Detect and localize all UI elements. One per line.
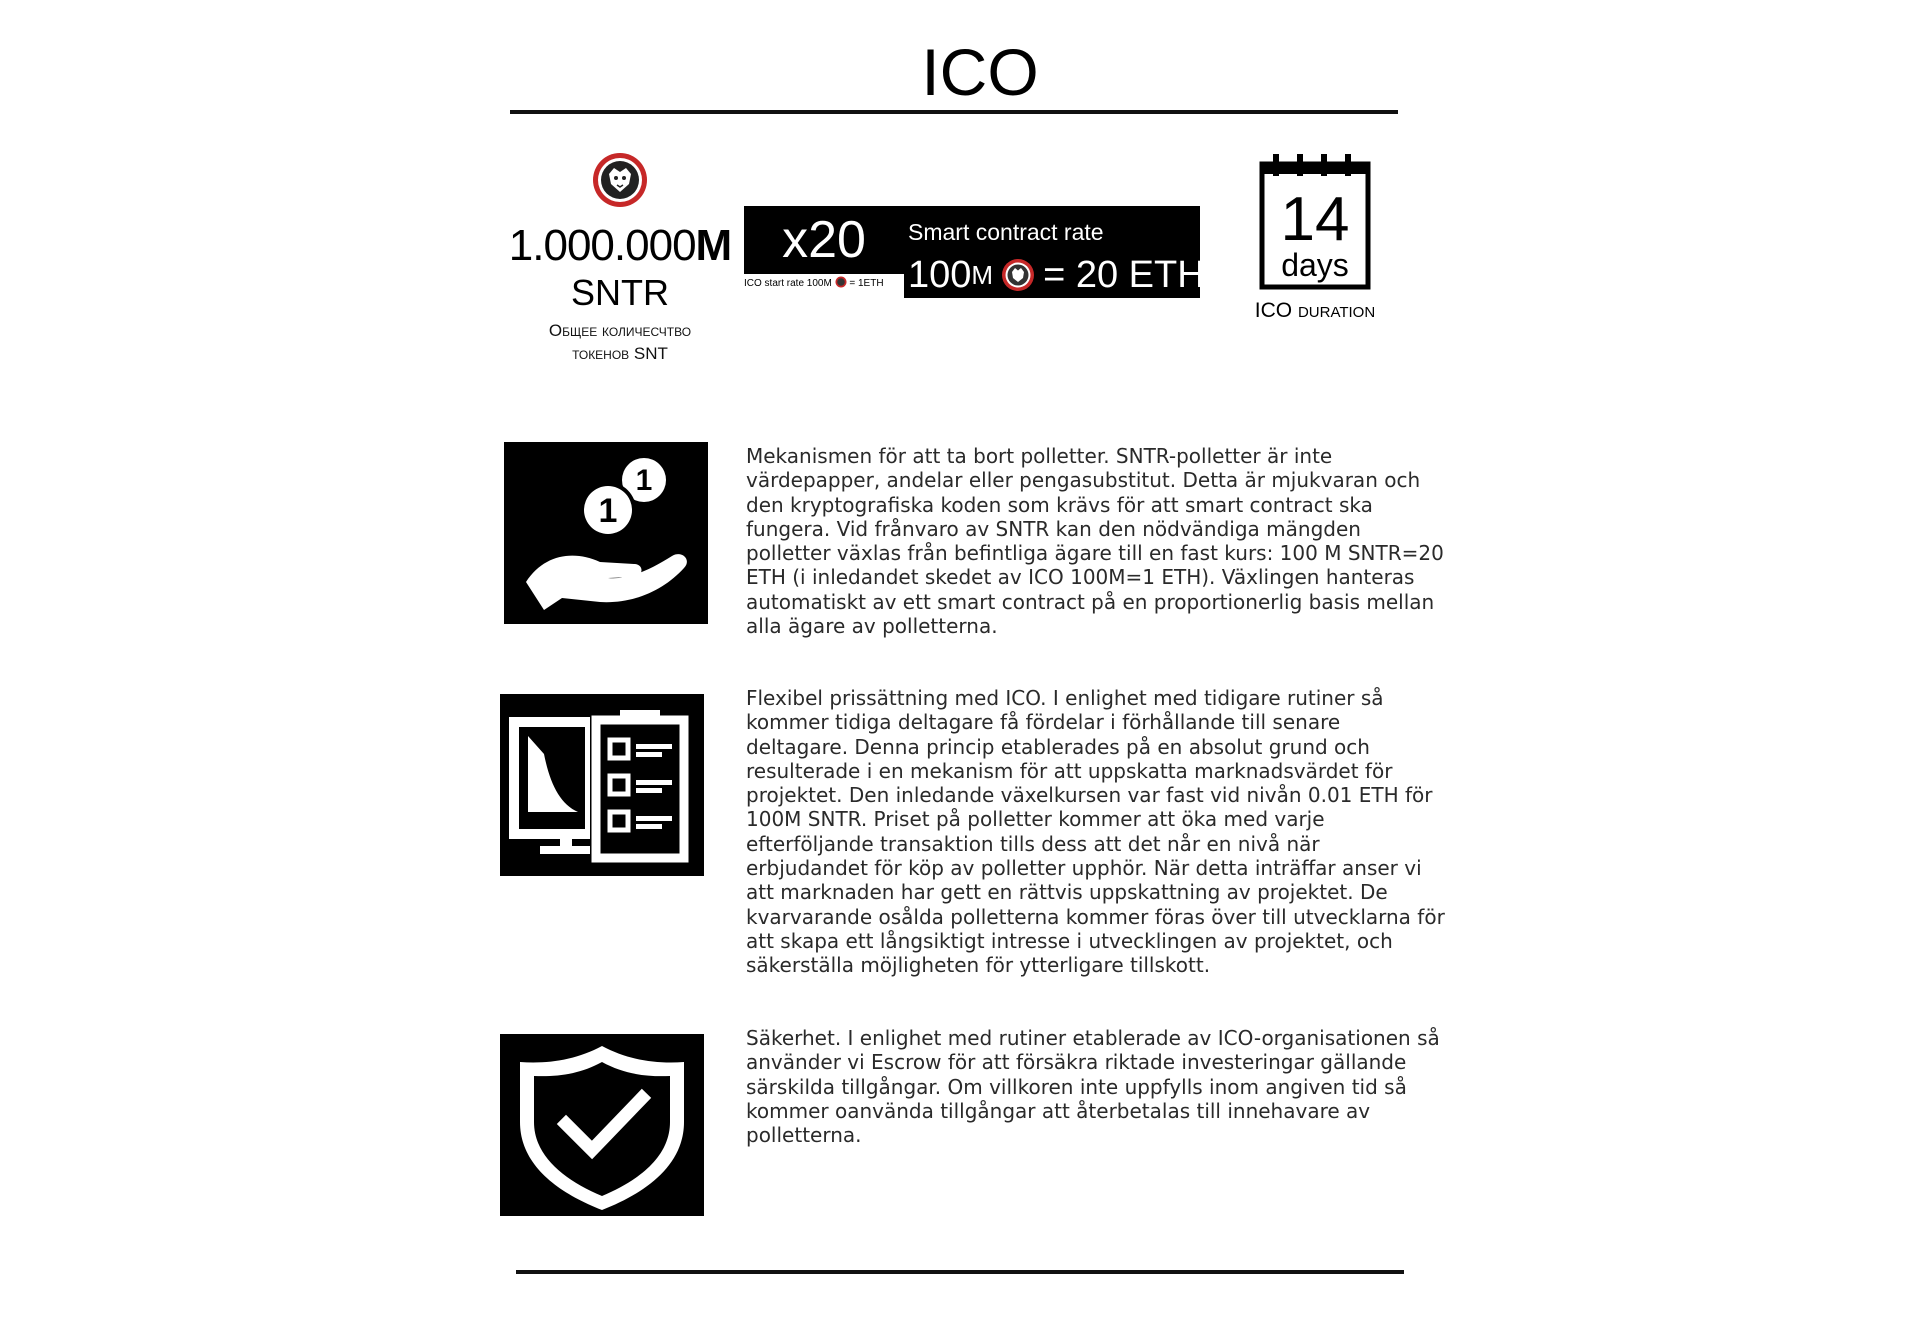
shield-check-icon bbox=[500, 1034, 704, 1216]
svg-text:1: 1 bbox=[635, 464, 653, 497]
rate-panel bbox=[904, 206, 1205, 298]
supply-unit: SNTR bbox=[571, 272, 669, 313]
duration-number: 14 bbox=[1280, 185, 1350, 254]
token-supply-stat bbox=[500, 152, 740, 365]
rate-multiplier: x20 bbox=[744, 206, 904, 274]
sntr-mini-icon bbox=[835, 276, 847, 288]
coin-hand-icon bbox=[504, 442, 708, 624]
duration-label: ICO duration bbox=[1254, 299, 1376, 322]
supply-description: Общее количесчтво токенов SNT bbox=[548, 321, 692, 363]
sntr-logo-icon bbox=[592, 152, 648, 208]
smart-contract-rate bbox=[744, 206, 1205, 298]
feature-text-flexible-pricing: Flexibel prissättning med ICO. I enlighet med tidigare rutiner så kommer tidiga deltagare få fördelar i förhållande till senare deltagare. Denna princip etablerades på en absolut grund och resulterade i en mekanism för att uppskatta marknadsvärdet för projektet. Den inledande växelkursen var fast vid nivån 0.01 ETH för 100M SNTR. Priset på polletter kommer att öka med varje efterföljande transaktion tills dess att det når en nivå när erbjudandet för köp av polletter upphör. När detta inträffar anser vi att marknaden har gett en rättvis uppskattning av projektet. De kvarvarande osålda polletterna kommer föras över till utvecklarna för att skapa ett långsiktigt intresse i utvecklingen av projektet, och säkerställa möjligheten för ytterligare tillskott. bbox=[746, 686, 1445, 978]
duration-unit: days bbox=[1281, 247, 1349, 283]
feature-text-security: Säkerhet. I enlighet med rutiner etablerade av ICO-organisationen så använder vi Escrow för att försäkra riktade investeringar gällande särskilda tillgångar. Om villkoren inte uppfylls inom angiven tid så kommer oanvända tillgångar att återbetalas till innehavare av polletterna. bbox=[746, 1026, 1440, 1148]
feature-text-token-removal: Mekanismen för att ta bort polletter. SNTR-polletter är inte värdepapper, andelar eller pengasubstitut. Detta är mjukvaran och den kryptografiska koden som krävs för att smart contract ska fungera. Vid frånvaro av SNTR kan den nödvändiga mängden polletter växlas från befintliga ägare till en fast kurs: 100 M SNTR=20 ETH (i inledandet skedet av ICO 100M=1 ETH). Växlingen hanteras automatiskt av ett smart contract på en proportionerlig basis mellan alla ägare av polletterna. bbox=[746, 444, 1444, 639]
rate-label: Smart contract rate bbox=[908, 219, 1104, 245]
sntr-coin-icon bbox=[1001, 258, 1035, 292]
rate-value: 100 M = 20 ETH bbox=[908, 254, 1205, 296]
supply-amount: 1.000.000M bbox=[508, 221, 732, 270]
ico-duration-stat bbox=[1250, 154, 1380, 324]
top-divider bbox=[510, 110, 1398, 114]
monitor-checklist-icon bbox=[500, 694, 704, 876]
svg-text:1: 1 bbox=[598, 492, 618, 530]
ico-start-rate: ICO start rate 100M = 1ETH bbox=[744, 278, 884, 289]
calendar-icon bbox=[1259, 154, 1371, 290]
page-title: ICO bbox=[921, 35, 1039, 109]
bottom-divider bbox=[516, 1270, 1404, 1274]
